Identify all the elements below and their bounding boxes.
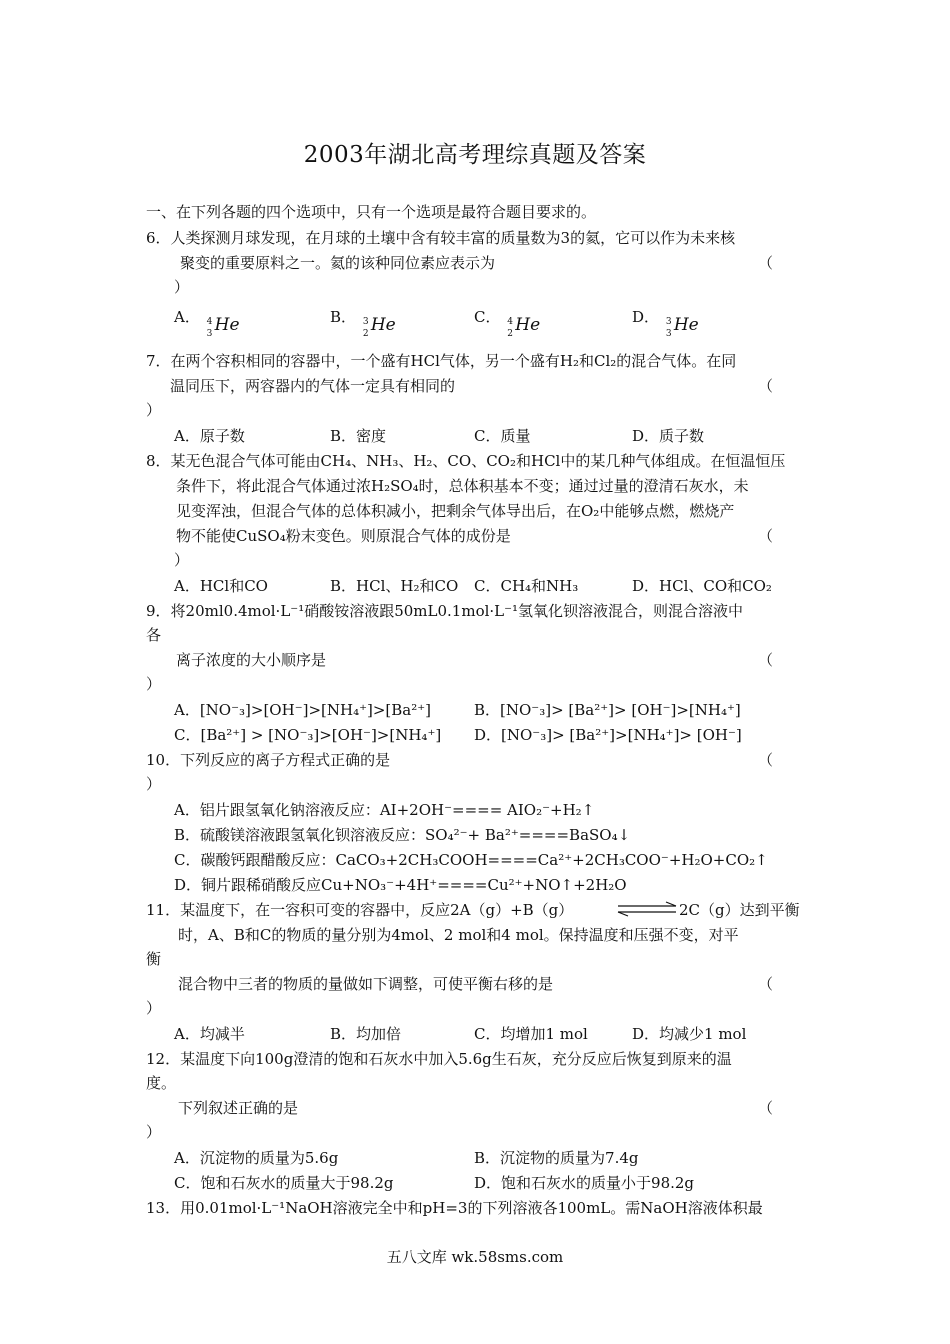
q9-option-c: C．[Ba²⁺] > [NO⁻₃]>[OH⁻]>[NH₄⁺] — [174, 726, 442, 744]
equilibrium-arrow-icon — [616, 901, 678, 917]
q12-option-b: B．沉淀物的质量为7.4g — [474, 1149, 639, 1167]
q11-line-1b: 2C（g）达到平衡 — [679, 901, 800, 919]
q9-line-2: 离子浓度的大小顺序是 — [176, 651, 327, 669]
q7-option-a: A．原子数 — [174, 427, 245, 445]
q12-line-1-wrap: 度。 — [146, 1074, 177, 1092]
q11-option-a: A．均减半 — [174, 1025, 245, 1043]
q12-option-c: C．饱和石灰水的质量大于98.2g — [174, 1174, 394, 1192]
mass-number: 3 — [665, 317, 672, 327]
atomic-number: 2 — [507, 329, 513, 339]
q8-line-2: 条件下，将此混合气体通过浓H₂SO₄时，总体积基本不变；通过过量的澄清石灰水，未 — [176, 477, 749, 495]
q11-option-d: D．均减少1 mol — [632, 1025, 747, 1043]
q8-line-4: 物不能使CuSO₄粉末变色。则原混合气体的成份是 — [176, 527, 511, 545]
q13-line-1: 13．用0.01mol·L⁻¹NaOH溶液完全中和pH=3的下列溶液各100mL。需NaOH溶液体积最 — [146, 1199, 763, 1217]
option-label: A． — [174, 308, 200, 326]
option-label: C． — [474, 308, 501, 326]
q7-option-c: C．质量 — [474, 427, 531, 445]
q10-option-b: B．硫酸镁溶液跟氢氧化钡溶液反应：SO₄²⁻+ Ba²⁺====BaSO₄↓ — [174, 826, 631, 844]
isotope-symbol — [361, 314, 409, 338]
q8-line-1: 8．某无色混合气体可能由CH₄、NH₃、H₂、CO、CO₂和HCl中的某几种气体组成。在恒温恒压 — [146, 452, 786, 470]
element-symbol: He — [214, 315, 240, 335]
q12-line-1: 12．某温度下向100g澄清的饱和石灰水中加入5.6g生石灰，充分反应后恢复到原来的温 — [146, 1050, 732, 1068]
q8-option-c: C．CH₄和NH₃ — [474, 577, 579, 595]
mass-number: 4 — [206, 317, 213, 327]
q11-option-c: C．均增加1 mol — [474, 1025, 588, 1043]
q7-option-b: B．密度 — [330, 427, 387, 445]
q6-option-a — [174, 306, 253, 339]
q12-paren-open: （ — [758, 1099, 774, 1117]
isotope-symbol — [205, 314, 253, 338]
q6-paren-open: （ — [758, 254, 774, 272]
q6-option-c — [474, 306, 553, 339]
q10-option-d: D．铜片跟稀硝酸反应Cu+NO₃⁻+4H⁺====Cu²⁺+NO↑+2H₂O — [174, 876, 627, 894]
q6-option-b — [330, 306, 409, 339]
q6-paren-close: ） — [174, 278, 190, 296]
q8-option-d: D．HCl、CO和CO₂ — [632, 577, 772, 595]
q7-line-2: 温同压下，两容器内的气体一定具有相同的 — [170, 377, 456, 395]
q9-option-d: D．[NO⁻₃]> [Ba²⁺]>[NH₄⁺]> [OH⁻] — [474, 726, 742, 744]
q12-option-d: D．饱和石灰水的质量小于98.2g — [474, 1174, 695, 1192]
q12-option-a: A．沉淀物的质量为5.6g — [174, 1149, 339, 1167]
page-footer: 五八文库 wk.58sms.com — [386, 1248, 564, 1266]
q11-line-1a: 11．某温度下，在一容积可变的容器中，反应2A（g）+B（g） — [146, 901, 574, 919]
atomic-number: 3 — [206, 329, 213, 339]
q7-paren-close: ） — [146, 401, 162, 419]
element-symbol: He — [515, 315, 541, 335]
q7-line-1: 7．在两个容积相同的容器中，一个盛有HCl气体，另一个盛有H₂和Cl₂的混合气体。在同 — [146, 352, 737, 370]
isotope-symbol — [505, 314, 553, 338]
atomic-number: 3 — [665, 329, 672, 339]
isotope-symbol — [664, 314, 712, 338]
option-label: D． — [632, 308, 660, 326]
q7-option-d: D．质子数 — [632, 427, 705, 445]
mass-number: 3 — [362, 317, 369, 327]
q11-line-3: 混合物中三者的物质的量做如下调整，可使平衡右移的是 — [178, 975, 554, 993]
q8-option-a: A．HCl和CO — [174, 577, 268, 595]
option-label: B． — [330, 308, 357, 326]
q10-line-1: 10．下列反应的离子方程式正确的是 — [146, 751, 391, 769]
q6-option-d — [632, 306, 712, 339]
section-heading: 一、在下列各题的四个选项中，只有一个选项是最符合题目要求的。 — [146, 203, 597, 221]
element-symbol: He — [673, 315, 699, 335]
atomic-number: 2 — [362, 329, 369, 339]
q11-paren-close: ） — [146, 999, 162, 1017]
q8-paren-close: ） — [174, 551, 190, 569]
q7-paren-open: （ — [758, 377, 774, 395]
q11-line-2: 时，A、B和C的物质的量分别为4mol、2 mol和4 mol。保持温度和压强不变，对平 — [178, 926, 739, 944]
q12-paren-close: ） — [146, 1123, 162, 1141]
q10-paren-close: ） — [146, 775, 162, 793]
q8-line-3: 见变浑浊，但混合气体的总体积减小，把剩余气体导出后，在O₂中能够点燃，燃烧产 — [176, 502, 735, 520]
mass-number: 4 — [507, 317, 513, 327]
q11-line-2-wrap: 衡 — [146, 950, 162, 968]
q12-line-2: 下列叙述正确的是 — [178, 1099, 299, 1117]
q9-line-1-wrap: 各 — [146, 626, 162, 644]
q10-option-a: A．铝片跟氢氧化钠溶液反应：AI+2OH⁻==== AIO₂⁻+H₂↑ — [174, 801, 595, 819]
element-symbol: He — [370, 315, 396, 335]
q8-paren-open: （ — [758, 527, 774, 545]
q6-line-2: 聚变的重要原料之一。氦的该种同位素应表示为 — [180, 254, 496, 272]
q9-paren-close: ） — [146, 675, 162, 693]
q11-paren-open: （ — [758, 975, 774, 993]
q9-paren-open: （ — [758, 651, 774, 669]
q9-option-b: B．[NO⁻₃]> [Ba²⁺]> [OH⁻]>[NH₄⁺] — [474, 701, 741, 719]
q9-option-a: A．[NO⁻₃]>[OH⁻]>[NH₄⁺]>[Ba²⁺] — [174, 701, 432, 719]
page-title: 2003年湖北高考理综真题及答案 — [303, 142, 647, 168]
q6-line-1: 6．人类探测月球发现，在月球的土壤中含有较丰富的质量数为3的氦，它可以作为未来核 — [146, 229, 736, 247]
q11-option-b: B．均加倍 — [330, 1025, 402, 1043]
q10-paren-open: （ — [758, 751, 774, 769]
q8-option-b: B．HCl、H₂和CO — [330, 577, 459, 595]
q10-option-c: C．碳酸钙跟醋酸反应：CaCO₃+2CH₃COOH====Ca²⁺+2CH₃COO⁻+H₂O+CO₂↑ — [174, 851, 768, 869]
q9-line-1: 9．将20ml0.4mol·L⁻¹硝酸铵溶液跟50mL0.1mol·L⁻¹氢氧化钡溶液混合，则混合溶液中 — [146, 602, 744, 620]
